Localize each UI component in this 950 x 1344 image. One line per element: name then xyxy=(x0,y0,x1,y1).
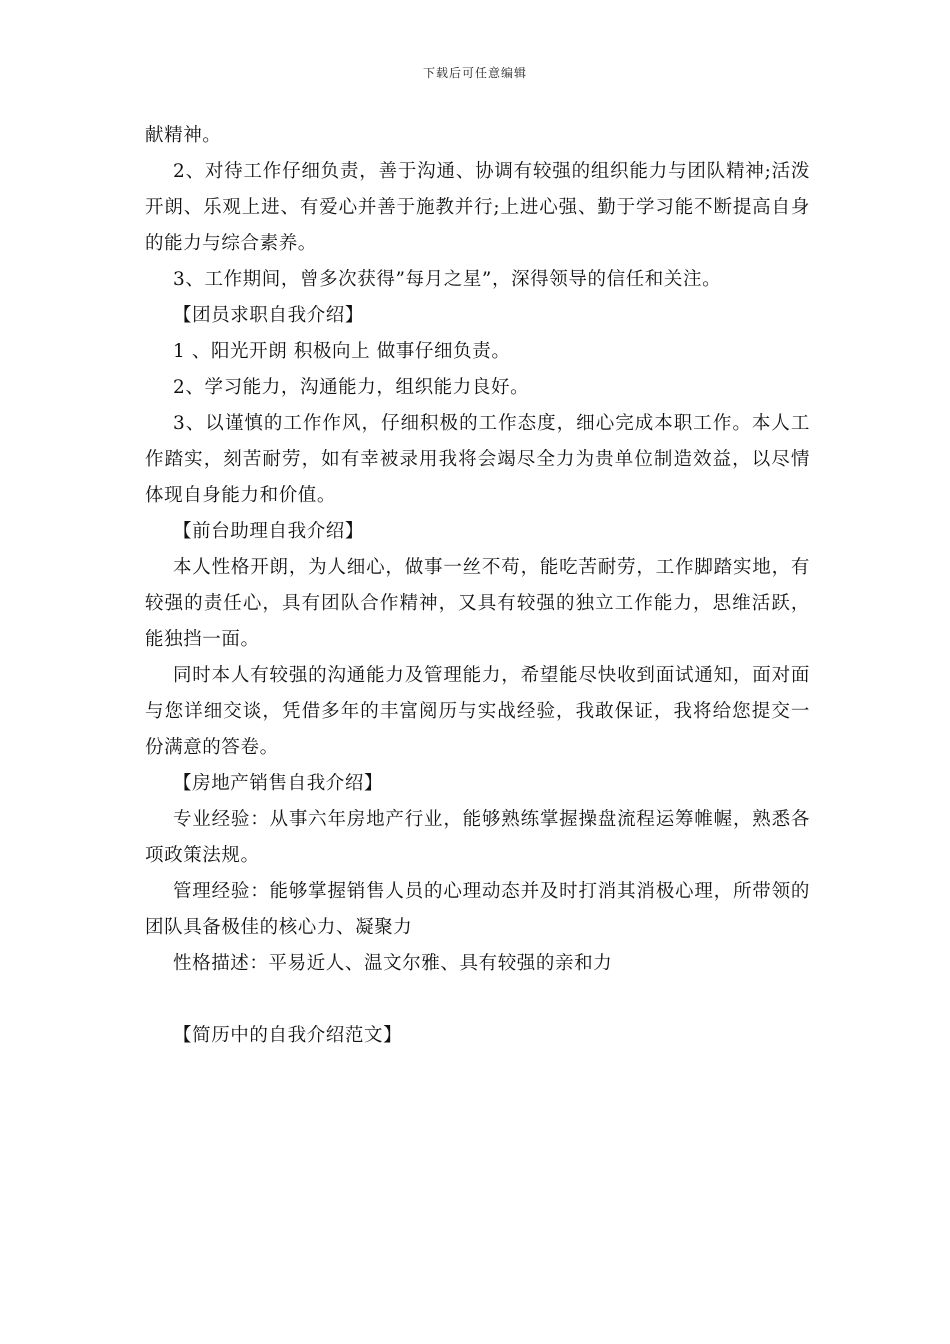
paragraph-line: 2、学习能力，沟通能力，组织能力良好。 xyxy=(173,377,530,398)
paragraph-line: 能独挡一面。 xyxy=(145,629,260,650)
blank-line xyxy=(145,982,810,1018)
section-heading: 【前台助理自我介绍】 xyxy=(173,521,365,542)
section-heading: 【简历中的自我介绍范文】 xyxy=(173,1025,403,1046)
paragraph-line: 2、对待工作仔细负责，善于沟通、协调有较强的组织能力与团队精神;活泼 xyxy=(173,161,810,182)
paragraph-line: 份满意的答卷。 xyxy=(145,737,279,758)
paragraph-line: 较强的责任心，具有团队合作精神，又具有较强的独立工作能力，思维活跃， xyxy=(145,593,810,614)
paragraph-line: 本人性格开朗，为人细心，做事一丝不苟，能吃苦耐劳，工作脚踏实地，有 xyxy=(173,557,810,578)
paragraph-line: 3、工作期间，曾多次获得”每月之星”，深得领导的信任和关注。 xyxy=(173,269,722,290)
paragraph-line: 3、以谨慎的工作作风，仔细积极的工作态度，细心完成本职工作。本人工 xyxy=(173,413,810,434)
paragraph-line: 同时本人有较强的沟通能力及管理能力，希望能尽快收到面试通知，面对面 xyxy=(173,665,810,686)
section-heading: 【团员求职自我介绍】 xyxy=(173,305,365,326)
paragraph-line: 性格描述：平易近人、温文尔雅、具有较强的亲和力 xyxy=(173,953,613,974)
paragraph-line: 与您详细交谈，凭借多年的丰富阅历与实战经验，我敢保证，我将给您提交一 xyxy=(145,701,810,722)
section-heading: 【房地产销售自我介绍】 xyxy=(173,773,384,794)
page-header: 下载后可任意编辑 xyxy=(422,66,527,80)
paragraph-line: 1 、阳光开朗 积极向上 做事仔细负责。 xyxy=(173,341,511,362)
paragraph-line: 项政策法规。 xyxy=(145,845,260,866)
paragraph-line: 专业经验：从事六年房地产行业，能够熟练掌握操盘流程运筹帷幄，熟悉各 xyxy=(173,809,810,830)
paragraph-line: 管理经验：能够掌握销售人员的心理动态并及时打消其消极心理，所带领的 xyxy=(173,881,810,902)
paragraph-line: 献精神。 xyxy=(145,125,222,146)
paragraph-line: 作踏实，刻苦耐劳，如有幸被录用我将会竭尽全力为贵单位制造效益，以尽情 xyxy=(145,449,810,470)
document-body xyxy=(145,118,810,1054)
paragraph-line: 的能力与综合素养。 xyxy=(145,233,317,254)
paragraph-line: 开朗、乐观上进、有爱心并善于施教并行;上进心强、勤于学习能不断提高自身 xyxy=(145,197,810,218)
paragraph-line: 体现自身能力和价值。 xyxy=(145,485,337,506)
paragraph-line: 团队具备极佳的核心力、凝聚力 xyxy=(145,917,413,938)
